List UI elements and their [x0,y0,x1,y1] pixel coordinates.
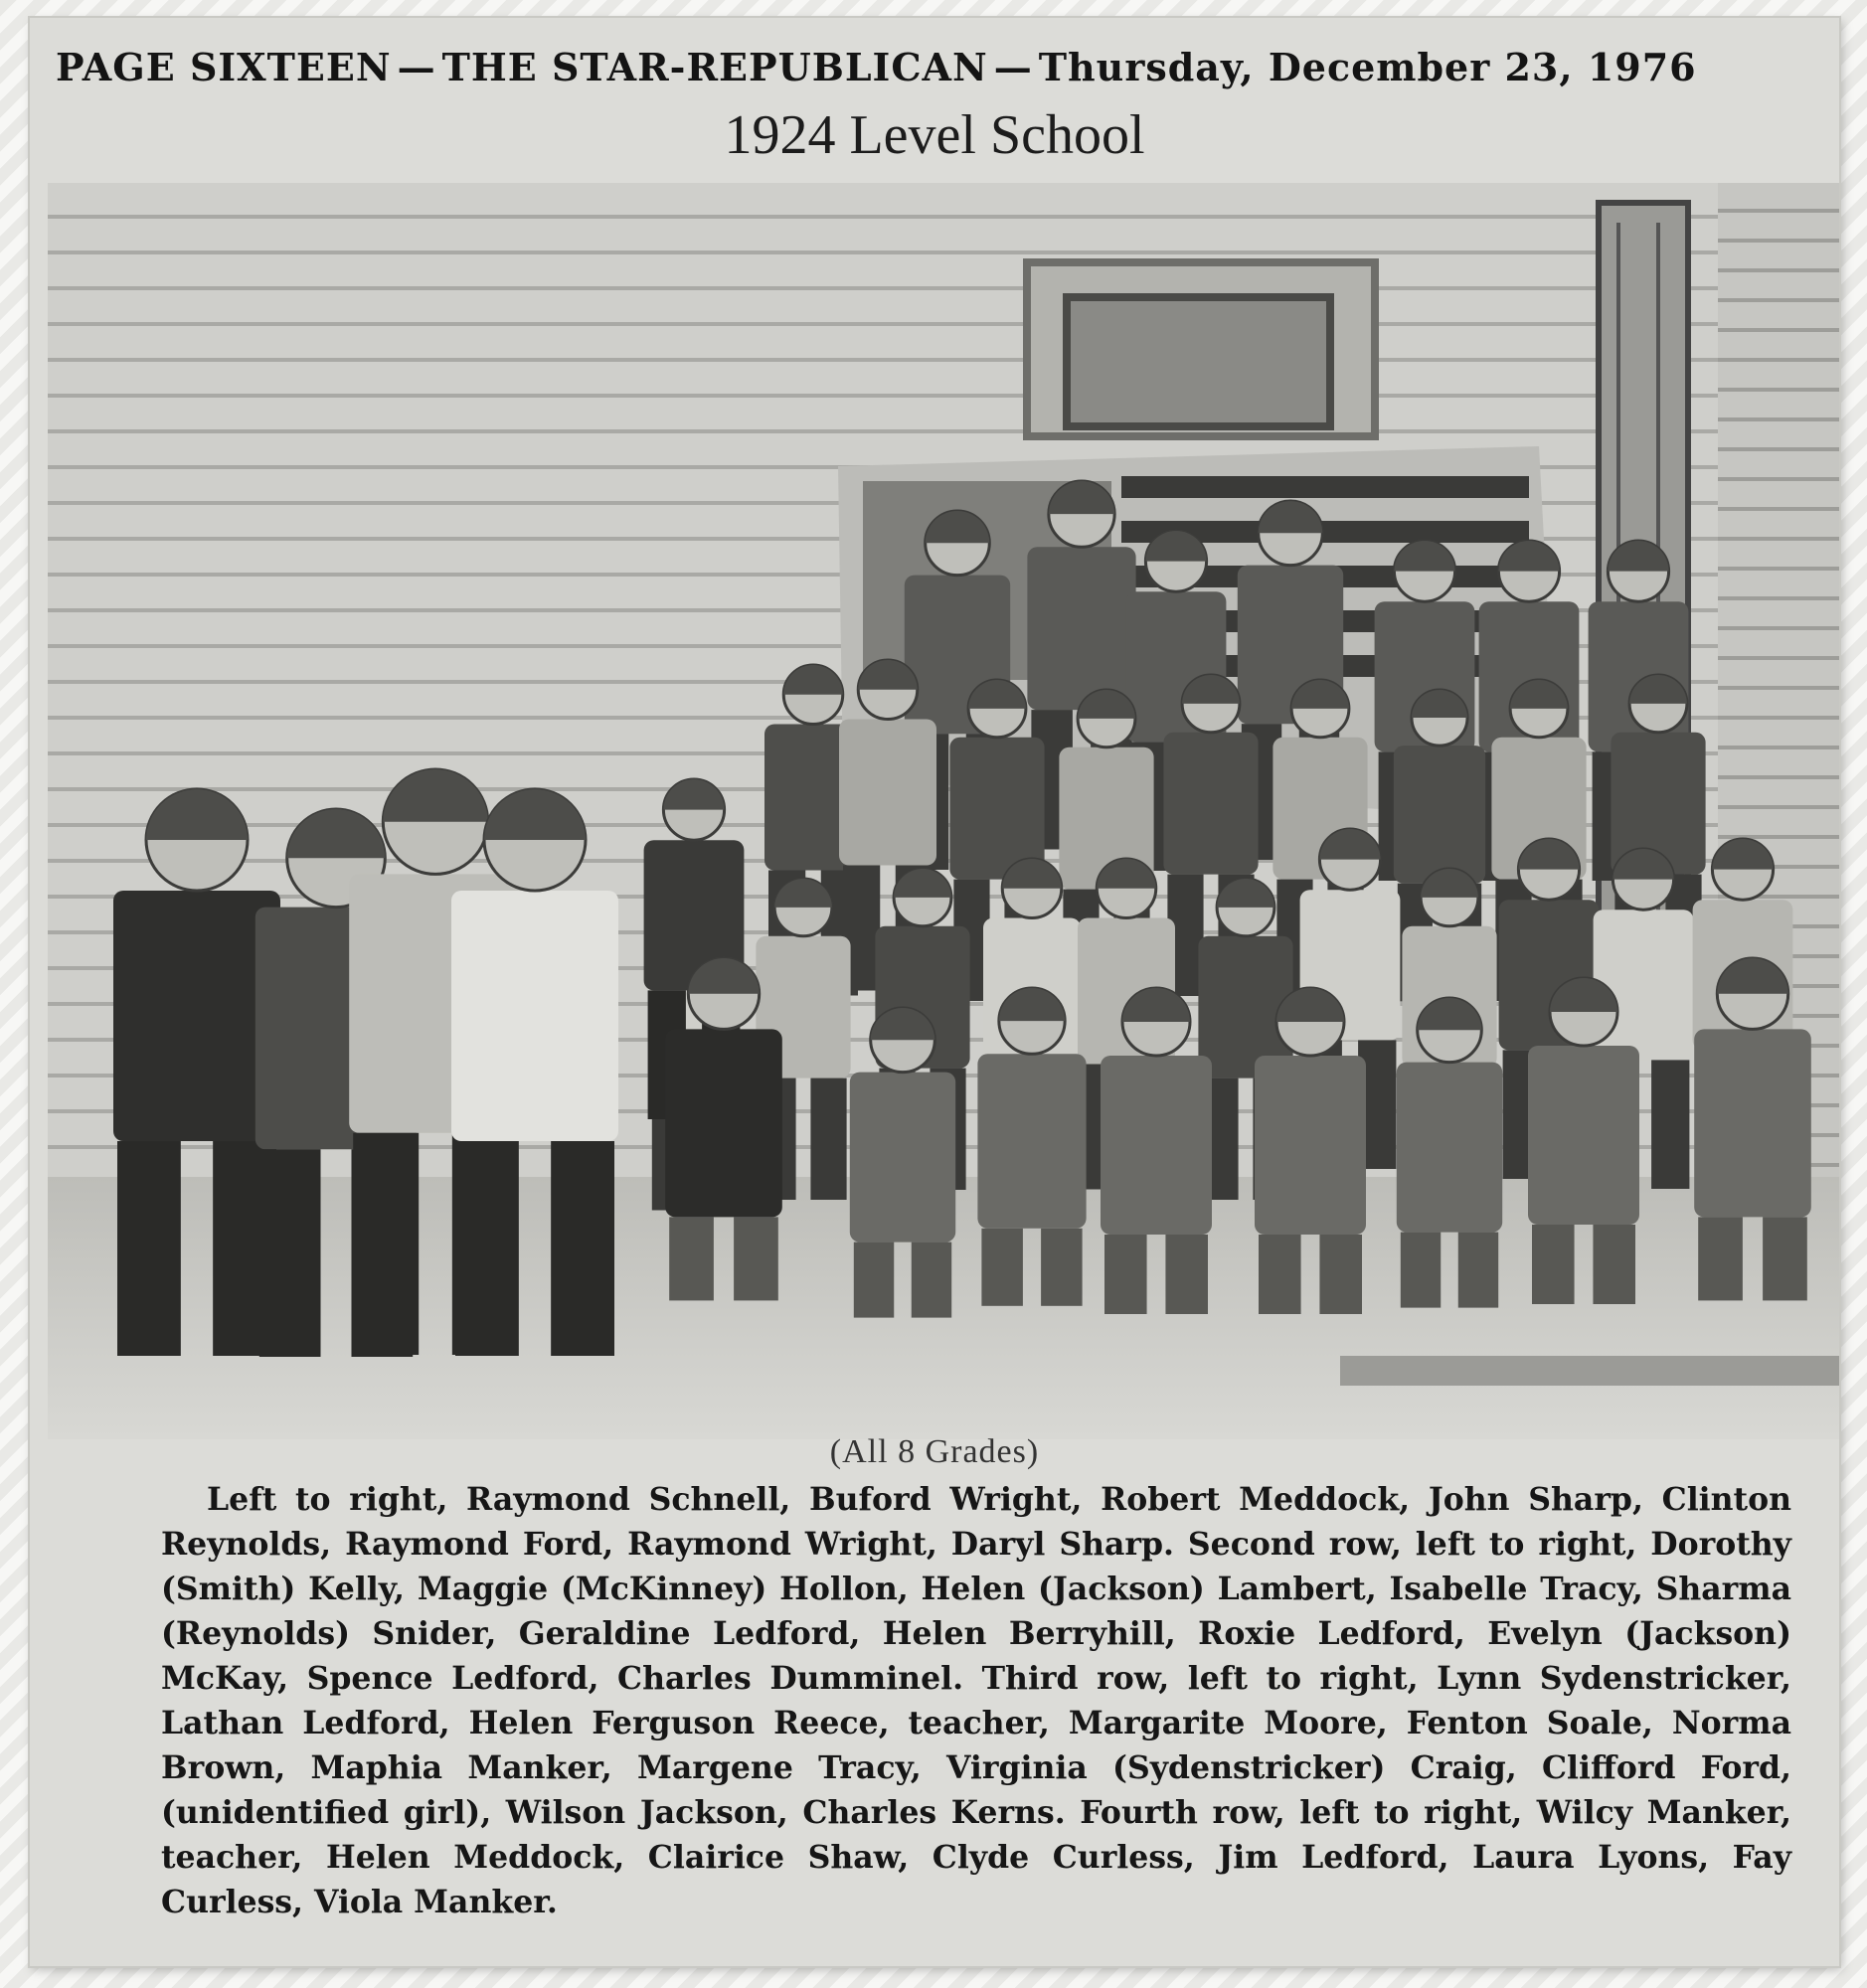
grades-label: (All 8 Grades) [829,1433,1040,1470]
photo-caption: Left to right, Raymond Schnell, Buford Wright, Robert Meddock, John Sharp, Clinton Reynolds, Raymond Ford, Raymond Wright, Daryl Sharp. Second row, left to right, Dorothy (Smith) Kelly, Maggie (McKinney) Hollon, Helen (Jackson) Lambert, Isabelle Tracy, Sharma (Reynolds) Snider, Geraldine Ledford, Helen Berryhill, Roxie Ledford, Evelyn (Jackson) McKay, Spence Ledford, Charles Dumminel. Third row, left to right, Lynn Sydenstricker, Lathan Ledford, Helen Ferguson Reece, teacher, Margarite Moore, Fenton Soale, Norma Brown, Maphia Manker, Margene Tracy, Virginia (Sydenstricker) Craig, Clifford Ford, (unidentified girl), Wilson Jackson, Charles Kerns. Fourth row, left to right, Wilcy Manker, teacher, Helen Meddock, Clairice Shaw, Clyde Curless, Jim Ledford, Laura Lyons, Fay Curless, Viola Manker. [161,1481,1791,1920]
masthead-page: PAGE SIXTEEN [56,44,392,89]
transom-window [1067,297,1330,426]
masthead-date: Thursday, December 23, 1976 [1038,44,1697,89]
masthead [56,32,1785,101]
newspaper-clipping [30,18,1839,1966]
sidewalk [1340,1356,1839,1386]
class-photo [48,183,1839,1439]
masthead-separator: — [397,44,436,89]
masthead-separator: — [993,44,1033,89]
headline: 1924 Level School [724,104,1145,166]
masthead-paper: THE STAR-REPUBLICAN [441,44,988,89]
